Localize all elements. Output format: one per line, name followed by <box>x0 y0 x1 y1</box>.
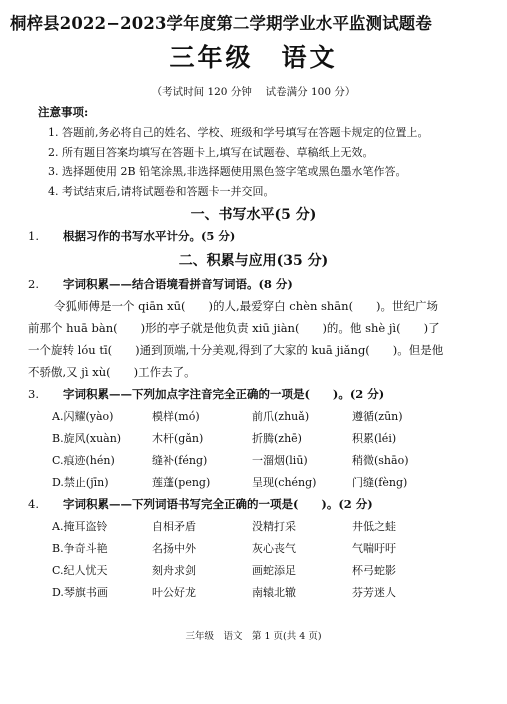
option-item: 芬芳迷人 <box>352 586 396 599</box>
notes-title: 注意事项: <box>38 105 89 119</box>
option-item: 前爪(zhuǎ) <box>252 410 310 423</box>
option-row <box>52 474 472 490</box>
option-item: 刻舟求剑 <box>152 564 196 577</box>
option-item: 灰心丧气 <box>252 542 296 555</box>
option-item: 气喘吁吁 <box>352 542 396 555</box>
option-item: 呈现(chéng) <box>252 476 317 489</box>
passage-line: 不骄傲,又 jì xù( )工作去了。 <box>28 365 196 379</box>
note-item: 4. 考试结束后,请将试题卷和答题卡一并交回。 <box>48 185 275 198</box>
exam-info: （考试时间 120 分钟 试卷满分 100 分） <box>151 86 356 98</box>
question-3 <box>28 386 384 402</box>
question-2 <box>28 276 293 292</box>
passage-line: 令狐师傅是一个 qiān xū( )的人,最爱穿白 chèn shān( )。世纪广场 <box>54 299 439 313</box>
option-item: 名扬中外 <box>152 542 196 555</box>
option-item: A.闪耀(yào) <box>52 410 114 423</box>
option-item: B.旋风(xuàn) <box>52 432 122 445</box>
option-item: 没精打采 <box>252 520 296 533</box>
option-row <box>52 430 472 446</box>
question-number: 3. <box>28 387 39 401</box>
passage-line: 一个旋转 lóu tī( )通到顶端,十分美观,得到了大家的 kuā jiǎng( )。但是他 <box>28 343 444 357</box>
page-footer: 三年级 语文 第 1 页(共 4 页) <box>185 631 322 642</box>
option-item: 积累(léi) <box>352 432 397 445</box>
section-title-writing: 一、书写水平(5 分) <box>190 207 317 223</box>
option-item: 叶公好龙 <box>152 586 196 599</box>
option-item: 模样(mó) <box>152 410 200 423</box>
option-item: 一溜烟(liū) <box>252 454 308 467</box>
note-item: 3. 选择题使用 2B 铅笔涂黑,非选择题使用黑色签字笔或黑色墨水笔作答。 <box>48 165 407 178</box>
option-row <box>52 408 472 424</box>
option-row <box>52 452 472 468</box>
option-item: 木杆(gǎn) <box>152 432 204 445</box>
option-item: 画蛇添足 <box>252 564 296 577</box>
option-item: 折腾(zhē) <box>252 432 302 445</box>
option-item: 南辕北辙 <box>252 586 296 599</box>
option-row <box>52 518 472 534</box>
option-row <box>52 562 472 578</box>
option-item: 遵循(zūn) <box>352 410 403 423</box>
question-text: 字词积累——下列词语书写完全正确的一项是( )。(2 分) <box>62 497 373 511</box>
question-4 <box>28 496 373 512</box>
option-item: C.纪人忧天 <box>52 564 108 577</box>
question-text: 根据习作的书写水平计分。(5 分) <box>62 229 236 243</box>
grade-subject-title: 三年级 语文 <box>169 43 338 72</box>
option-row <box>52 540 472 556</box>
option-item: B.争奇斗艳 <box>52 542 108 555</box>
option-item: 自相矛盾 <box>152 520 196 533</box>
question-number: 2. <box>28 277 39 291</box>
option-row <box>52 584 472 600</box>
option-item: D.琴旗书画 <box>52 586 108 599</box>
question-number: 1. <box>28 229 39 243</box>
question-number: 4. <box>28 497 39 511</box>
section-title-accumulation: 二、积累与应用(35 分) <box>178 253 329 269</box>
document-title: 桐梓县2022−2023学年度第二学期学业水平监测试题卷 <box>10 14 432 33</box>
option-item: 门缝(fèng) <box>352 476 408 489</box>
option-item: 莲蓬(peng) <box>152 476 211 489</box>
option-item: 稍微(shāo) <box>352 454 409 467</box>
passage-line: 前那个 huā bàn( )形的亭子就是他负责 xiū jiàn( )的。他 shè jì( )了 <box>28 321 440 335</box>
note-item: 2. 所有题目答案均填写在答题卡上,填写在试题卷、草稿纸上无效。 <box>48 146 374 159</box>
option-item: C.痕迹(hén) <box>52 454 115 467</box>
question-text: 字词积累——结合语境看拼音写词语。(8 分) <box>62 277 293 291</box>
question-text: 字词积累——下列加点字注音完全正确的一项是( )。(2 分) <box>62 387 385 401</box>
question-1 <box>28 228 235 244</box>
option-item: 缝补(féng) <box>152 454 208 467</box>
option-item: A.掩耳盗铃 <box>52 520 108 533</box>
option-item: D.禁止(jīn) <box>52 476 109 489</box>
option-item: 井低之蛙 <box>352 520 396 533</box>
option-item: 杯弓蛇影 <box>352 564 396 577</box>
note-item: 1. 答题前,务必将自己的姓名、学校、班级和学号填写在答题卡规定的位置上。 <box>48 126 429 139</box>
